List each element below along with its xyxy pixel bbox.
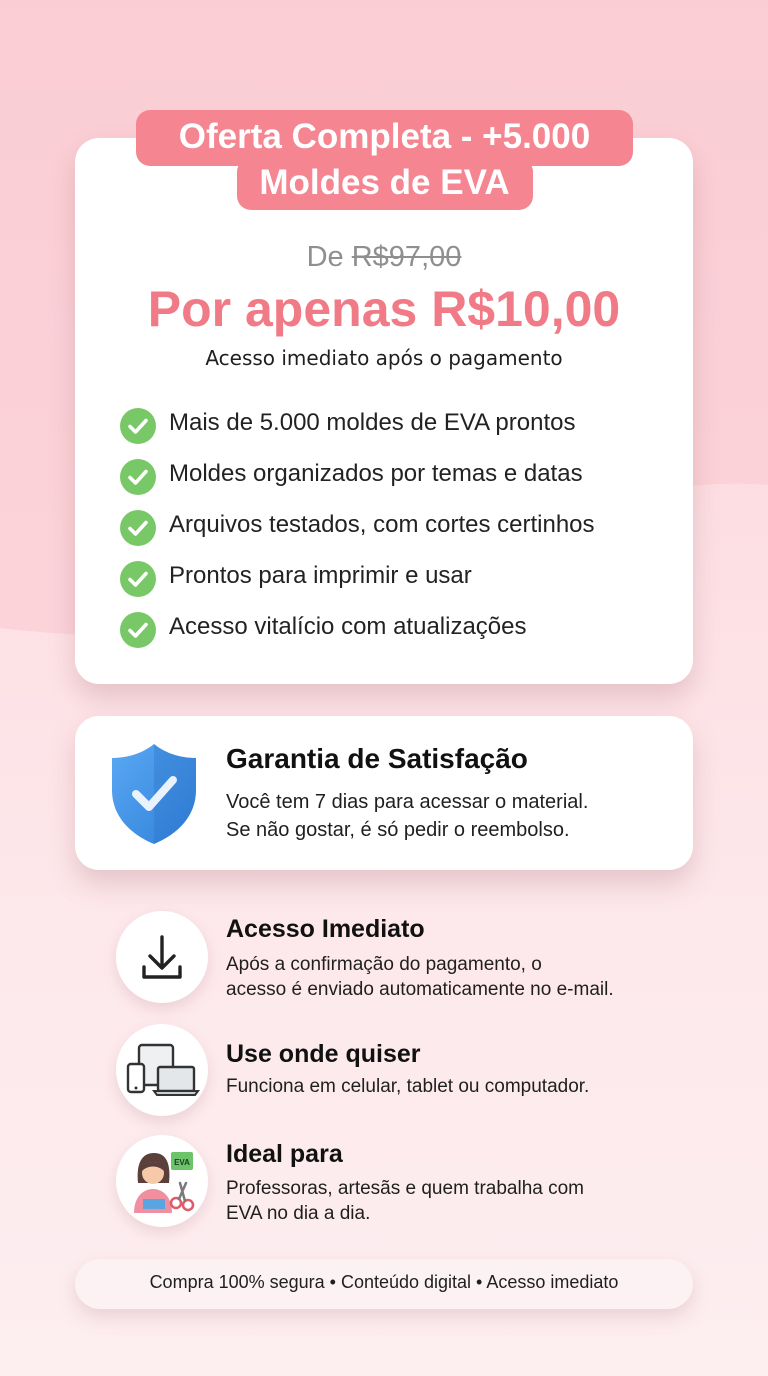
footer-text: Compra 100% segura • Conteúdo digital • Acesso imediato bbox=[149, 1272, 619, 1292]
info-description bbox=[226, 1074, 589, 1099]
info-title: Ideal para bbox=[226, 1140, 343, 1168]
old-price-value: R$97,00 bbox=[351, 241, 462, 273]
old-price-prefix: De bbox=[306, 241, 344, 273]
teacher-eva-icon bbox=[116, 1135, 208, 1227]
feature-text: Prontos para imprimir e usar bbox=[169, 562, 472, 589]
feature-text: Arquivos testados, com cortes certinhos bbox=[169, 511, 595, 538]
guarantee-line: Você tem 7 dias para acessar o material. bbox=[226, 791, 589, 813]
check-icon bbox=[120, 612, 156, 648]
guarantee-line: Se não gostar, é só pedir o reembolso. bbox=[226, 819, 570, 841]
check-icon bbox=[120, 459, 156, 495]
info-title: Acesso Imediato bbox=[226, 915, 425, 943]
info-line: acesso é enviado automaticamente no e-mail. bbox=[226, 979, 614, 1000]
guarantee-description bbox=[226, 788, 686, 844]
offer-badge-line1: Oferta Completa - +5.000 bbox=[178, 117, 591, 156]
check-icon bbox=[120, 408, 156, 444]
offer-badge-line2: Moldes de EVA bbox=[259, 163, 510, 202]
footer-trust-bar bbox=[75, 1259, 693, 1309]
access-note: Acesso imediato após o pagamento bbox=[205, 346, 563, 370]
info-line: EVA no dia a dia. bbox=[226, 1203, 371, 1224]
offer-badge bbox=[136, 110, 633, 210]
feature-text: Mais de 5.000 moldes de EVA prontos bbox=[169, 409, 576, 436]
eva-sign-label: EVA bbox=[174, 1158, 190, 1167]
info-line: Professoras, artesãs e quem trabalha com bbox=[226, 1178, 585, 1199]
check-icon bbox=[120, 510, 156, 546]
download-icon bbox=[116, 911, 208, 1003]
info-line: Funciona em celular, tablet ou computador. bbox=[226, 1076, 590, 1097]
info-description bbox=[226, 1176, 584, 1226]
guarantee-title: Garantia de Satisfação bbox=[226, 743, 528, 774]
info-line: Após a confirmação do pagamento, o bbox=[226, 954, 542, 975]
info-description bbox=[226, 952, 614, 1002]
new-price: Por apenas R$10,00 bbox=[147, 281, 621, 337]
feature-text: Moldes organizados por temas e datas bbox=[169, 460, 583, 487]
old-price bbox=[75, 241, 693, 274]
info-title: Use onde quiser bbox=[226, 1040, 421, 1068]
feature-text: Acesso vitalício com atualizações bbox=[169, 613, 527, 640]
check-icon bbox=[120, 561, 156, 597]
devices-icon bbox=[116, 1024, 208, 1116]
shield-check-icon bbox=[108, 742, 200, 846]
